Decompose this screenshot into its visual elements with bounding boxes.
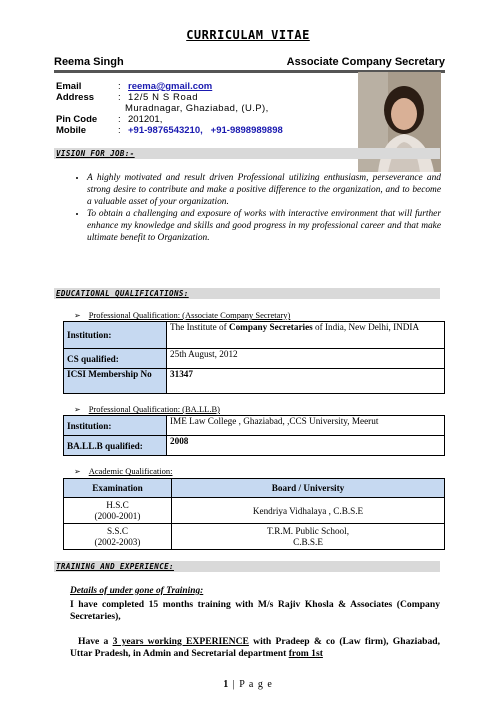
colon: : [118, 81, 121, 92]
email-label: Email [56, 81, 82, 92]
board-cell: T.R.M. Public School, C.B.S.E [172, 524, 445, 550]
qualification-heading: ➢ Academic Qualification: [74, 466, 173, 476]
email-link[interactable]: reema@gmail.com [128, 81, 213, 92]
pincode-label: Pin Code [56, 114, 98, 125]
table-label: ICSI Membership No [64, 369, 167, 394]
board-cell: Kendriya Vidhalaya , C.B.S.E [172, 498, 445, 524]
vision-item: • A highly motivated and result driven Professional utilizing enthusiasm, perseverance and strong desire to contribute and make a positive difference to the organization, and to become a valuable asset of your organization. [87, 172, 441, 208]
document-title: CURRICULAM VITAE [186, 28, 310, 42]
address-line-2: Muradnagar, Ghaziabad, (U.P), [125, 103, 269, 114]
table-label: CS qualified: [64, 349, 167, 369]
qualification-heading: ➢ Professional Qualification: (BA.LL.B) [74, 404, 220, 414]
address-line-1: 12/5 N S Road [128, 92, 199, 103]
table-label: BA.LL.B qualified: [64, 436, 167, 456]
ballb-qualification-table [63, 415, 445, 456]
column-header: Board / University [172, 479, 445, 498]
vision-list [73, 172, 441, 244]
colon: : [118, 114, 121, 125]
experience-paragraph: Have a 3 years working EXPERIENCE with Pradeep & co (Law firm), Ghaziabad, Uttar Pradesh, in Admin and Secretarial department from 1st [70, 636, 440, 659]
section-header-education [54, 288, 440, 299]
table-label: Institution: [64, 416, 167, 436]
section-title: TRAINING AND EXPERIENCE: [56, 562, 174, 571]
training-paragraph: I have completed 15 months training with M/s Rajiv Khosla & Associates (Company Secretaries), [70, 599, 440, 622]
table-value: The Institute of Company Secretaries of India, New Delhi, INDIA [167, 322, 445, 349]
table-row [64, 524, 445, 550]
section-title: VISION FOR JOB:- [56, 149, 135, 158]
section-header-training [54, 561, 440, 572]
section-title: EDUCATIONAL QUALIFICATIONS: [56, 289, 189, 298]
arrow-bullet-icon: ➢ [74, 311, 81, 320]
table-row [64, 498, 445, 524]
column-header: Examination [64, 479, 172, 498]
table-value: 2008 [167, 436, 445, 456]
vision-item: • To obtain a challenging and exposure of works with interactive environment that will further enhance my knowledge and skills and good progress in my professional career and that make ultimate benefit to Organization. [87, 208, 441, 244]
cs-qualification-table [63, 321, 445, 394]
table-value: IME Law College , Ghaziabad, ,CCS University, Meerut [167, 416, 445, 436]
address-label: Address [56, 92, 95, 103]
candidate-role: Associate Company Secretary [286, 56, 445, 68]
arrow-bullet-icon: ➢ [74, 405, 81, 414]
qualification-heading: ➢ Professional Qualification: (Associate Company Secretary) [74, 310, 291, 320]
section-header-vision [54, 148, 440, 159]
exam-cell: H.S.C (2000-2001) [64, 498, 172, 524]
exam-cell: S.S.C (2002-2003) [64, 524, 172, 550]
training-subheading: Details of under gone of Training: [70, 586, 204, 596]
mobile-label: Mobile [56, 125, 87, 136]
mobile-value: +91-9876543210, +91-9898989898 [128, 125, 283, 136]
pincode-value: 201201, [128, 114, 163, 125]
arrow-bullet-icon: ➢ [74, 467, 81, 476]
table-value: 25th August, 2012 [167, 349, 445, 369]
table-value: 31347 [167, 369, 445, 394]
colon: : [118, 125, 121, 136]
table-label: Institution: [64, 322, 167, 349]
page-footer: 1 | P a g e [223, 679, 273, 690]
academic-table [63, 478, 445, 550]
colon: : [118, 92, 121, 103]
candidate-name: Reema Singh [54, 56, 124, 68]
